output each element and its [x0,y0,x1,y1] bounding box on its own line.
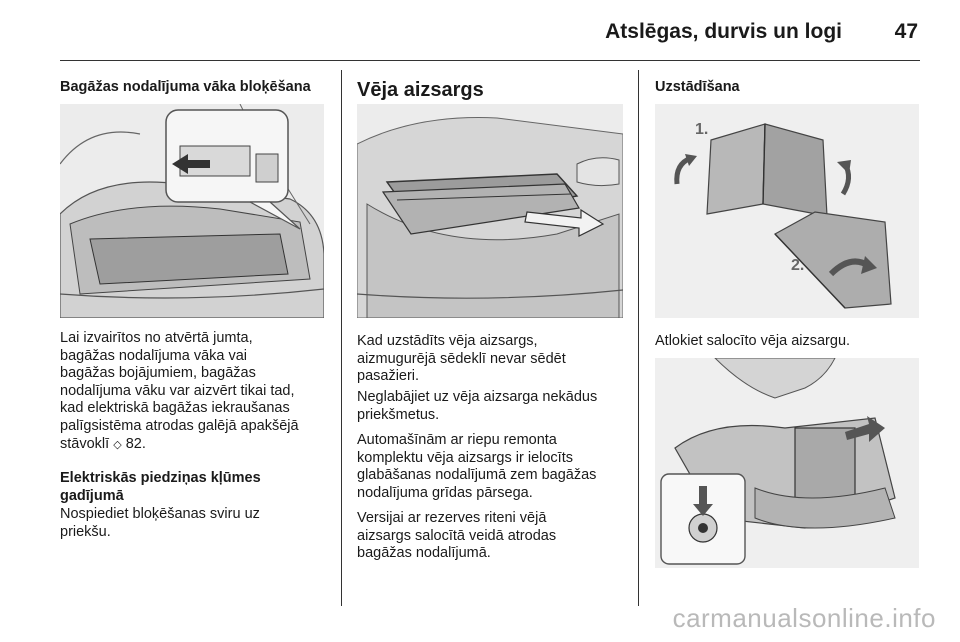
text-line: Elektriskās piedziņas kļūmes [60,470,261,486]
text-line: priekšu. [60,523,111,540]
text-line: komplektu vēja aizsargs ir ielocīts [357,449,573,466]
watermark: carmanualsonline.info [672,603,936,633]
text-line: gadījumā [60,487,124,504]
page-reference-link[interactable]: 82. [125,435,146,452]
step-1-label: 1. [695,121,709,138]
text-line: Nospiediet bloķēšanas sviru uz [60,506,260,522]
text-line: aizsargs salocītā veidā atrodas [357,527,557,544]
text-line: bagāžas bojājumiem, bagāžas [60,365,256,382]
wind-deflector-paragraph-2 [357,389,629,424]
subsection-heading [60,470,330,505]
section-heading: Bagāžas nodalījuma vāka bloķēšana [60,79,311,95]
section-heading: Vēja aizsargs [357,79,484,101]
wind-deflector-in-trunk-illustration [357,104,623,318]
text-line: pasažieri. [357,368,420,385]
text-line: Versijai ar rezerves riteni vējā [357,510,547,526]
text-line: bagāžas nodalījuma vāka vai [60,347,248,364]
text-line: Kad uzstādīts vēja aizsargs, [357,333,538,349]
unfold-instruction: Atlokiet salocīto vēja aizsargu. [655,333,851,349]
column-divider [341,70,342,606]
text-line: nodalījuma grīdas pārsega. [357,484,533,501]
text-line: nodalījuma vāku var aizvērt tikai tad, [60,382,295,399]
trunk-lock-paragraph [60,330,330,454]
text-line: kad elektriskā bagāžas iekraušanas [60,400,290,417]
page-reference-icon: ◇ [113,438,122,451]
wind-deflector-paragraph-4 [357,510,629,563]
page-header [60,14,920,61]
trunk-lid-lock-illustration [60,104,324,318]
unfold-wind-deflector-illustration [655,104,919,318]
text-fragment: stāvoklī [60,435,110,452]
wind-deflector-paragraph-1 [357,333,629,386]
text-line [60,436,330,455]
section-heading: Uzstādīšana [655,79,740,95]
column-divider [638,70,639,606]
page-title: Atslēgas, durvis un logi [605,20,842,43]
text-line: Neglabājiet uz vēja aizsarga nekādus [357,389,598,405]
text-line: palīgsistēma atrodas galējā apakšējā [60,417,299,434]
text-line: priekšmetus. [357,406,440,423]
electric-failure-paragraph [60,506,330,541]
text-line: bagāžas nodalījumā. [357,545,491,562]
text-line: aizmugurējā sēdeklī nevar sēdēt [357,350,566,367]
page-number: 47 [894,20,918,43]
step-2-label: 2. [791,257,805,274]
wind-deflector-mount-illustration [655,358,919,568]
text-line: glabāšanas nodalījumā zem bagāžas [357,467,597,484]
text-line: Automašīnām ar riepu remonta [357,432,557,448]
text-line: Lai izvairītos no atvērtā jumta, [60,330,253,346]
wind-deflector-paragraph-3 [357,432,629,502]
